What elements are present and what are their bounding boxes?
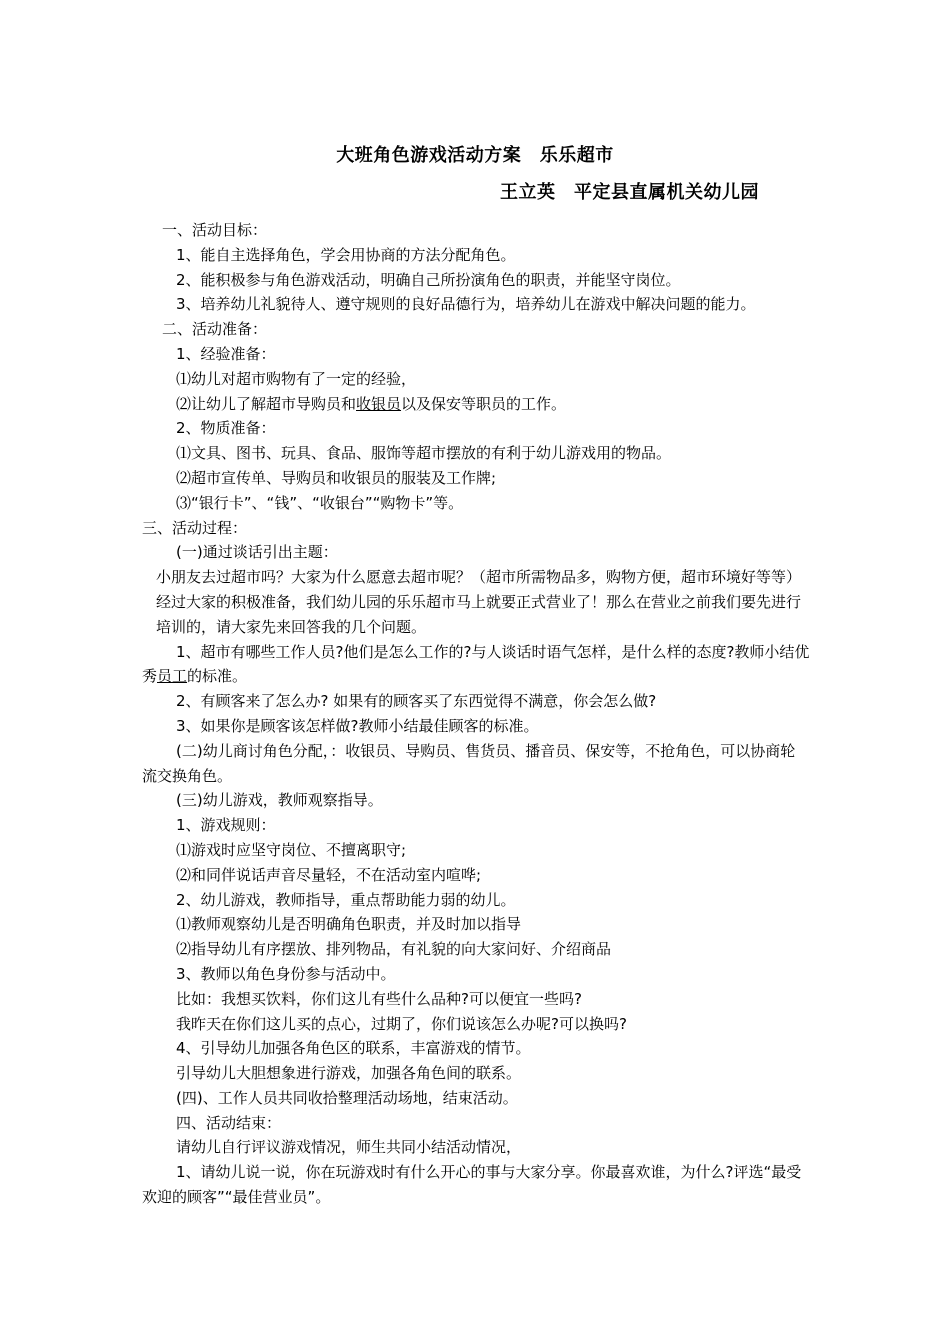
- guide-imagination: 引导幼儿大胆想象进行游戏，加强各角色间的联系。: [176, 1064, 522, 1083]
- goal-item-3: 3、培养幼儿礼貌待人、遵守规则的良好品德行为，培养幼儿在游戏中解决问题的能力。: [176, 295, 756, 314]
- prep-materials-a: ⑴文具、图书、玩具、食品、服饰等超市摆放的有利于幼儿游戏用的物品。: [176, 444, 672, 463]
- document-title: 大班角色游戏活动方案 乐乐超市: [336, 145, 614, 166]
- section-heading-goals: 一、活动目标：: [162, 221, 268, 239]
- process-step-4: (四)、工作人员共同收拾整理活动场地，结束活动。: [176, 1088, 518, 1107]
- goal-item-1: 1、能自主选择角色，学会用协商的方法分配角色。: [176, 245, 516, 264]
- teacher-guidance: 2、幼儿游戏，教师指导，重点帮助能力弱的幼儿。: [176, 890, 516, 909]
- prep-item-experience: 1、经验准备：: [176, 344, 276, 363]
- prep-materials-b: ⑵超市宣传单、导购员和收银员的服装及工作牌;: [176, 468, 497, 487]
- game-rule-b: ⑵和同伴说话声音尽量轻，不在活动室内喧哗;: [176, 865, 482, 884]
- ending-item-1: 1、请幼儿说一说，你在玩游戏时有什么开心的事与大家分享。你最喜欢谁，为什么?评选“最受欢迎的顾客”“最佳营业员”。: [142, 1163, 802, 1207]
- section-heading-process: 三、活动过程：: [142, 518, 248, 537]
- prep-materials-c: ⑶“银行卡”、“钱”、“收银台”“购物卡”等。: [176, 493, 464, 512]
- document-author: 王立英 平定县直属机关幼儿园: [500, 182, 759, 203]
- prep-experience-a: ⑴幼儿对超市购物有了一定的经验，: [176, 369, 417, 388]
- document-body: [142, 218, 810, 1210]
- process-step-1-paragraph: 小朋友去过超市吗？大家为什么愿意去超市呢？（超市所需物品多，购物方便，超市环境好等等）经过大家的积极准备，我们幼儿园的乐乐超市马上就要正式营业了！那么在营业之前我们要先进行培训的，请大家先来回答我的几个问题。: [156, 568, 802, 636]
- prep-experience-b-text: ⑵让幼儿了解超市导购员和: [176, 394, 357, 413]
- question-2: 2、有顾客来了怎么办? 如果有的顾客买了东西觉得不满意，你会怎么做?: [176, 692, 657, 711]
- question-1-rest: 的标准。: [187, 667, 248, 686]
- ending-intro: 请幼儿自行评议游戏情况，师生共同小结活动情况，: [176, 1138, 522, 1157]
- role-play-example-2: 我昨天在你们这儿买的点心，过期了，你们说该怎么办呢?可以换吗?: [176, 1014, 627, 1033]
- question-1: [142, 640, 810, 690]
- prep-experience-b: [142, 392, 810, 417]
- prep-experience-b-underlined: 收银员: [356, 394, 402, 413]
- prep-item-materials: 2、物质准备：: [176, 419, 276, 438]
- process-step-1: (一)通过谈话引出主题：: [176, 543, 338, 562]
- prep-experience-b-rest: 以及保安等职员的工作。: [401, 394, 567, 413]
- teacher-guidance-a: ⑴教师观察幼儿是否明确角色职责，并及时加以指导: [176, 915, 522, 934]
- process-step-2: (二)幼儿商讨角色分配，：收银员、导购员、售货员、播音员、保安等，不抢角色，可以协商轮流交换角色。: [142, 741, 796, 785]
- role-play-example-1: 比如：我想买饮料，你们这儿有些什么品种?可以便宜一些吗?: [176, 989, 582, 1008]
- question-1-text: 1、超市有哪些工作人员?他们是怎么工作的?与人谈话时语气怎样，是什么样的态度?教师小结优秀: [142, 642, 810, 686]
- section-heading-preparation: 二、活动准备：: [162, 320, 268, 339]
- game-rule-a: ⑴游戏时应坚守岗位、不擅离职守;: [176, 840, 407, 859]
- goal-item-2: 2、能积极参与角色游戏活动，明确自己所扮演角色的职责，并能坚守岗位。: [176, 270, 681, 289]
- section-heading-ending: 四、活动结束：: [176, 1113, 282, 1132]
- question-1-underlined: 员工: [157, 667, 188, 686]
- game-rules: 1、游戏规则：: [176, 816, 276, 835]
- teacher-role-play: 3、教师以角色身份参与活动中。: [176, 964, 396, 983]
- teacher-guidance-b: ⑵指导幼儿有序摆放、排列物品，有礼貌的向大家问好、介绍商品: [176, 940, 612, 959]
- question-3: 3、如果你是顾客该怎样做?教师小结最佳顾客的标准。: [176, 716, 539, 735]
- guide-connections: 4、引导幼儿加强各角色区的联系，丰富游戏的情节。: [176, 1039, 531, 1058]
- process-step-3: (三)幼儿游戏，教师观察指导。: [176, 791, 383, 810]
